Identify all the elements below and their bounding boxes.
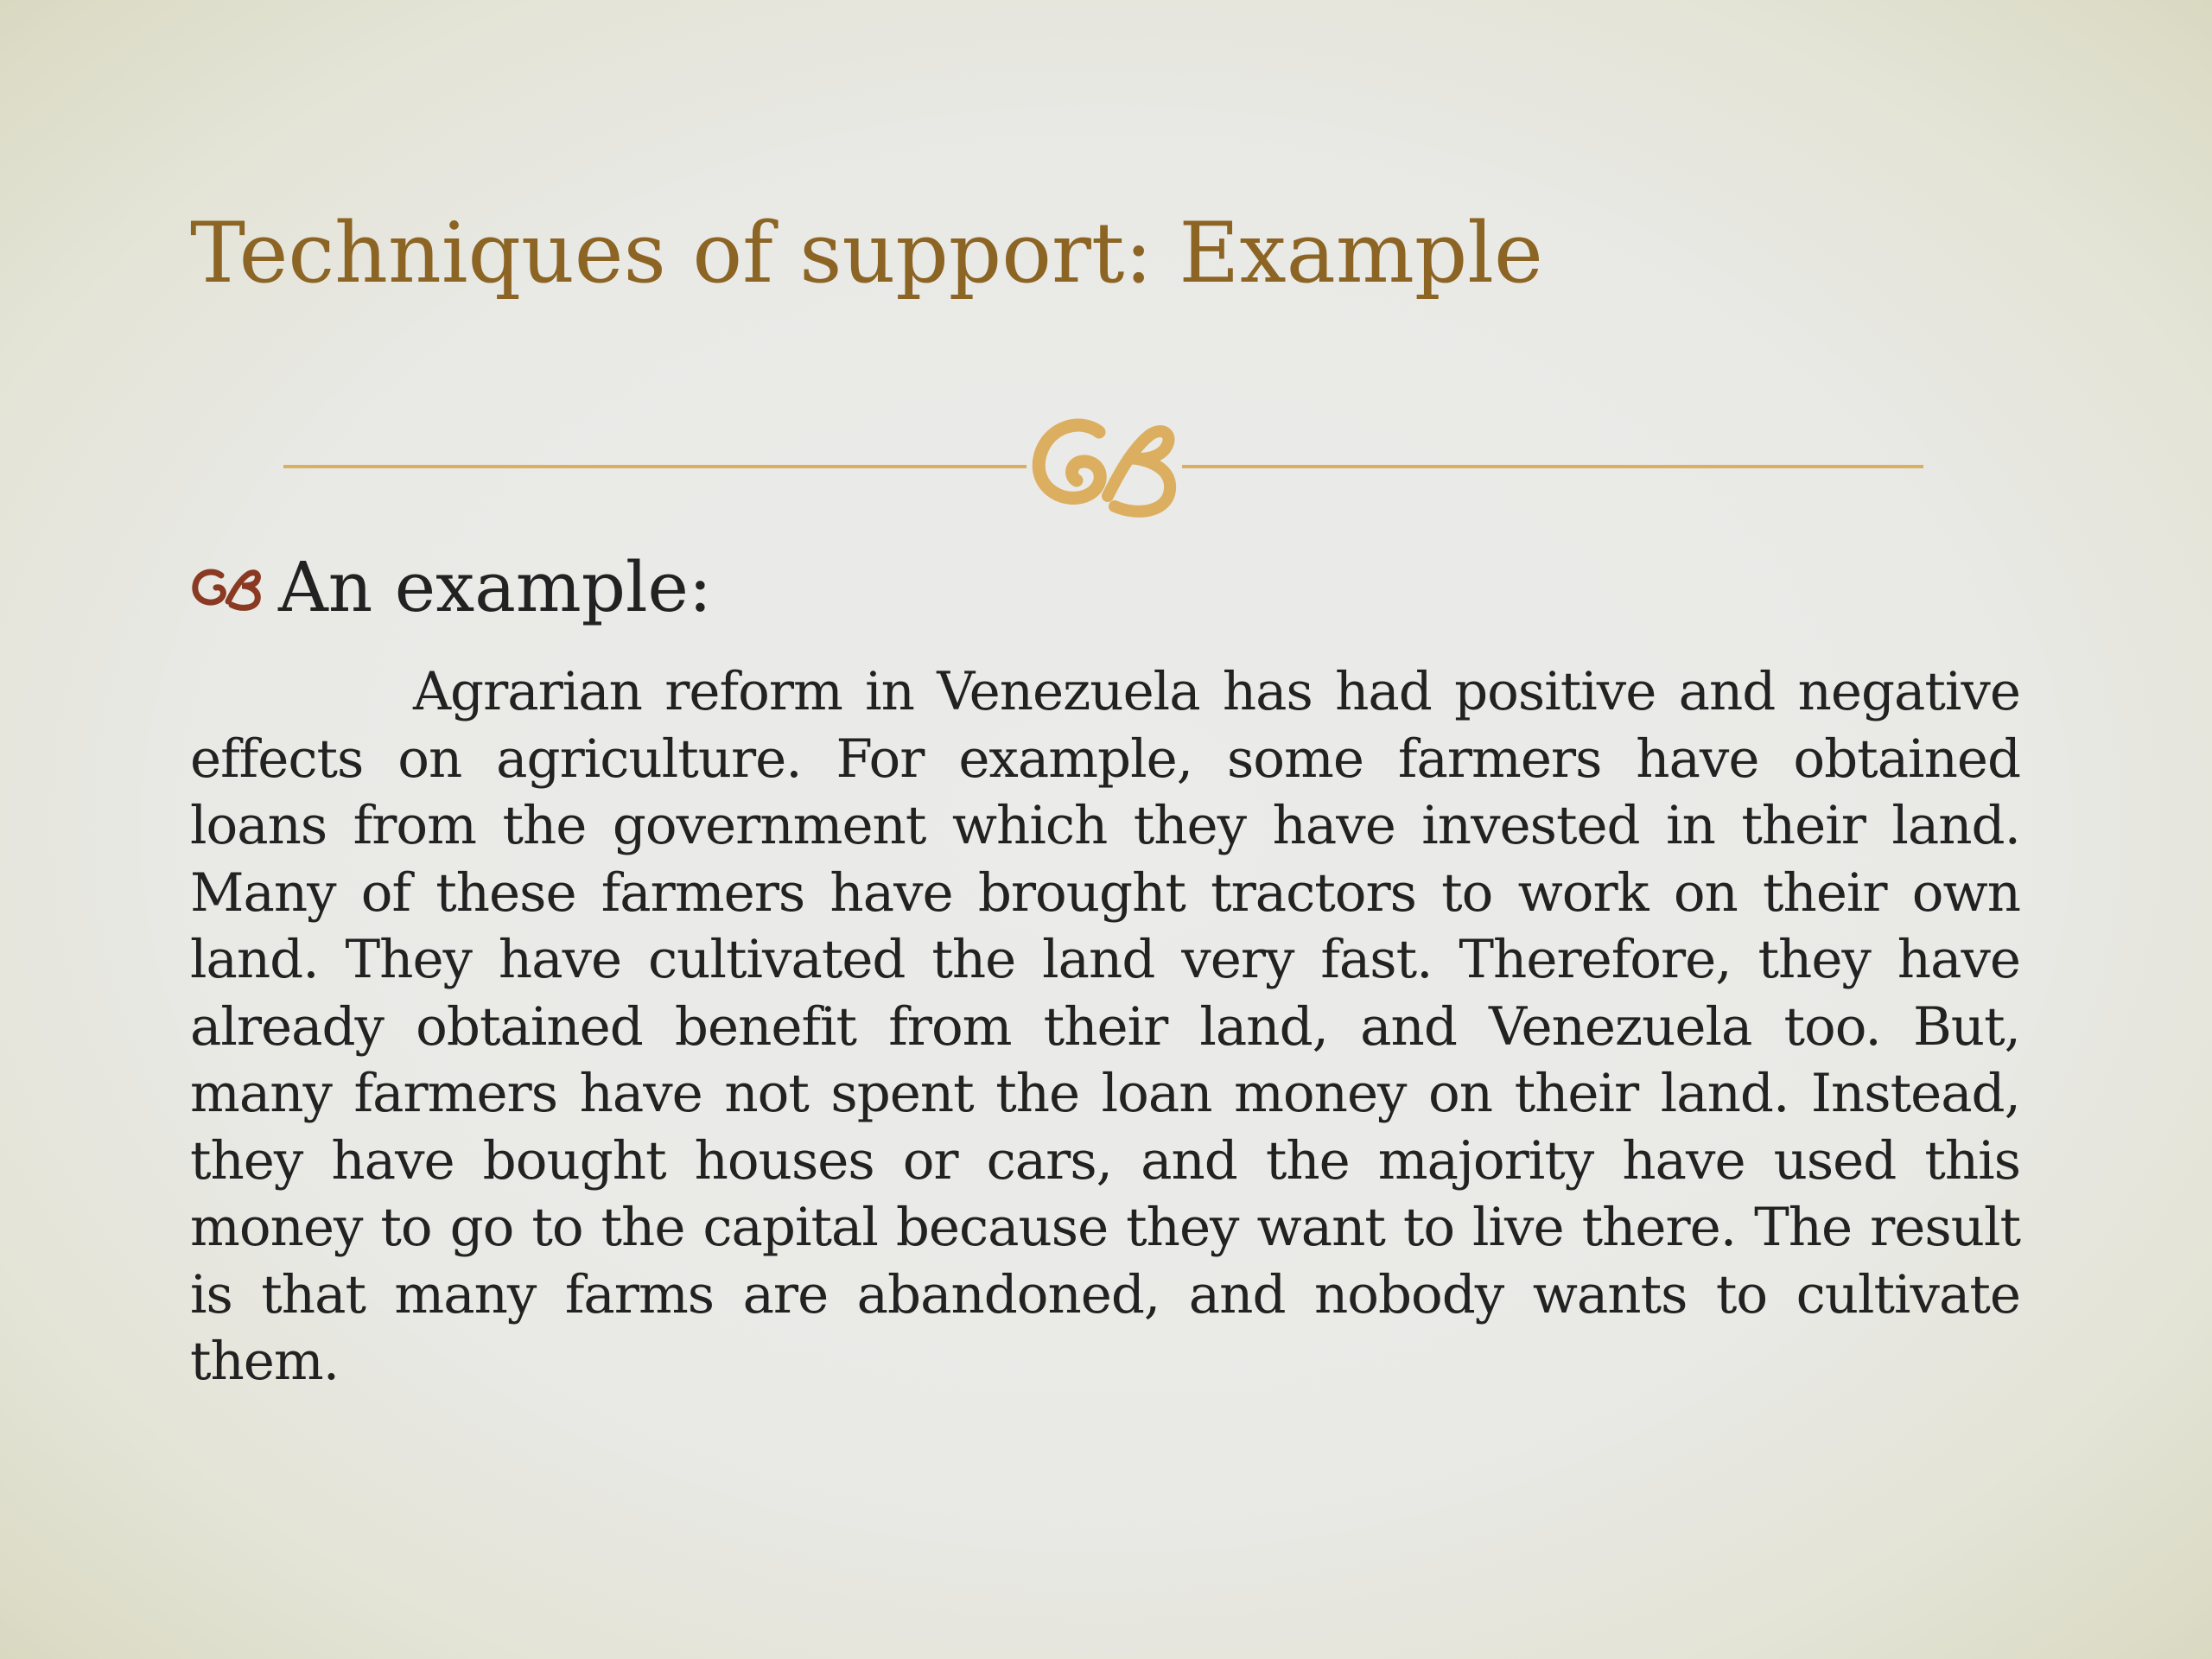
title-divider bbox=[283, 406, 1923, 527]
divider-line-left bbox=[283, 465, 1027, 468]
swirl-bullet-icon bbox=[190, 562, 263, 613]
bullet-item bbox=[190, 544, 712, 631]
swirl-ornament-icon bbox=[1028, 406, 1182, 527]
bullet-label: An example: bbox=[278, 547, 712, 627]
divider-line-right bbox=[1182, 465, 1923, 468]
slide-title: Techniques of support: Example bbox=[190, 205, 1543, 302]
body-paragraph: Agrarian reform in Venezuela has had positive and negative effects on agriculture. For example, some farmers have obtained loans from the government which they have invested in their land. Many of these farmers have brought tractors to work on their own land. They have cultivated the land very fast. Therefore, they have already obtained benefit from their land, and Venezuela too. But, many farmers have not spent the loan money on their land. Instead, they have bought houses or cars, and the majority have used this money to go to the capital because they want to live there. The result is that many farms are abandoned, and nobody wants to cultivate them. bbox=[190, 661, 2020, 1392]
